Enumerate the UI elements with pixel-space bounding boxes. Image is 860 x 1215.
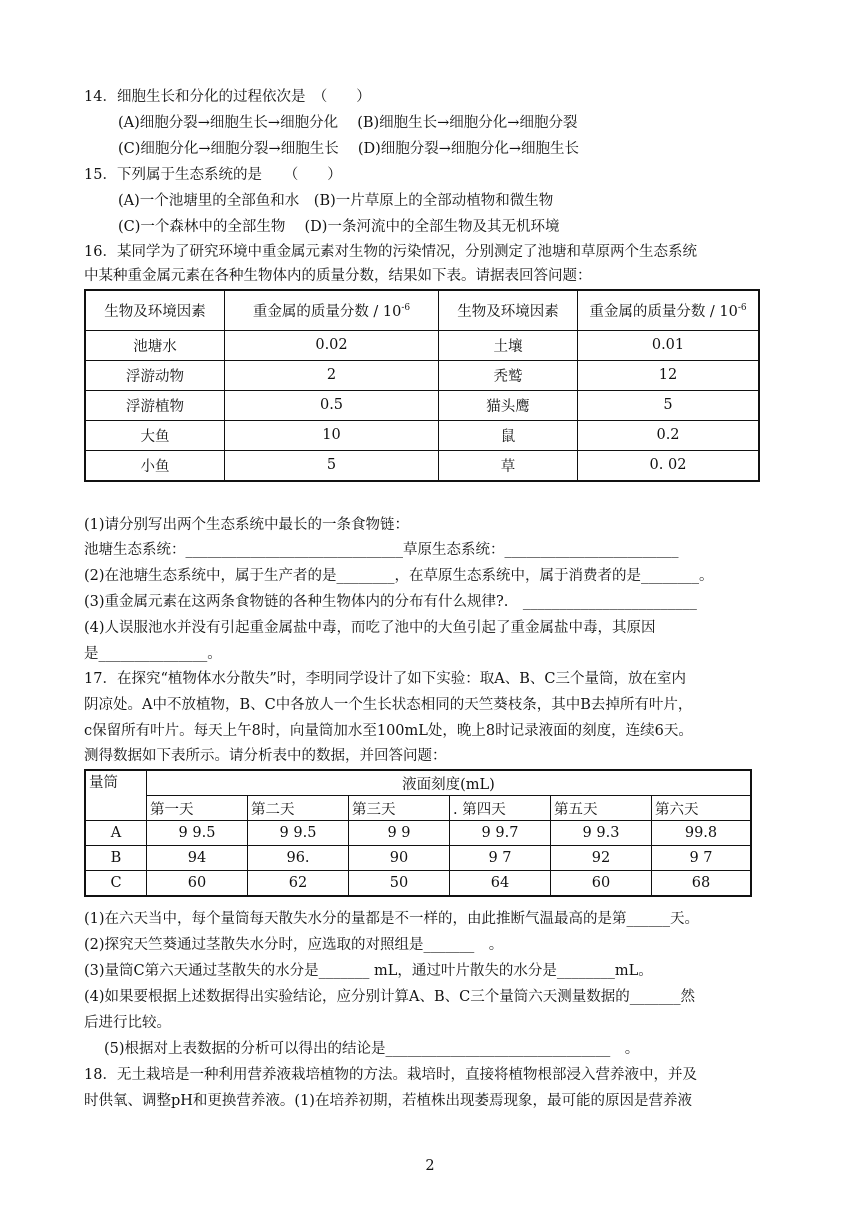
q14-options-cd: (C)细胞分化→细胞分裂→细胞生长 (D)细胞分裂→细胞分化→细胞生长: [118, 141, 580, 157]
table-cell: 猫头鹰: [439, 390, 578, 420]
table-cell: 0.01: [578, 330, 760, 360]
table-cell: 2: [225, 360, 439, 390]
table-header: 生物及环境因素: [439, 290, 578, 330]
table-header: 重金属的质量分数 / $10^{-6}$: [225, 290, 439, 330]
q17-part-4: (4)如果要根据上述数据得出实验结论，应分别计算A、B、C三个量筒六天测量数据的_______然: [84, 989, 696, 1005]
table-cell: 96.: [248, 846, 349, 871]
table-cell: 0.2: [578, 420, 760, 450]
q18-line-1: 18．无土栽培是一种利用营养液栽培植物的方法。栽培时，直接将植物根部浸入营养液中，并及: [84, 1067, 697, 1083]
table-header: . 第四天: [450, 796, 551, 821]
q16-intro-2: 中某种重金属元素在各种生物体内的质量分数，结果如下表。请据表回答问题：: [84, 268, 592, 284]
table-row: [85, 390, 759, 420]
q15-stem: 15．下列属于生态系统的是 （ ）: [84, 167, 342, 183]
table-cell: 浮游植物: [85, 390, 225, 420]
table-header: 第三天: [349, 796, 450, 821]
table-cell: 9 9.7: [450, 821, 551, 846]
table-cell: 0.5: [225, 390, 439, 420]
table-cell: 5: [578, 390, 760, 420]
q17-intro-2: 阴凉处。A中不放植物，B、C中各放人一个生长状态相同的天竺葵枝条，其中B去掉所有叶片，: [84, 697, 693, 713]
q17-part-3: (3)量筒C第六天通过茎散失的水分是_______ mL，通过叶片散失的水分是________mL。: [84, 963, 653, 979]
table-row: [85, 821, 751, 846]
q16-part-4: (4)人误服池水并没有引起重金属盐中毒，而吃了池中的大鱼引起了重金属盐中毒，其原因: [84, 620, 656, 636]
table-group-header: 液面刻度(mL): [147, 770, 752, 796]
q16-part-1: (1)请分别写出两个生态系统中最长的一条食物链：: [84, 517, 410, 533]
table-cell: 土壤: [439, 330, 578, 360]
q14-options-ab: (A)细胞分裂→细胞生长→细胞分化 (B)细胞生长→细胞分化→细胞分裂: [118, 115, 578, 131]
table-header: 第一天: [147, 796, 248, 821]
table-cell: A: [85, 821, 147, 846]
q16-intro-1: 16．某同学为了研究环境中重金属元素对生物的污染情况，分别测定了池塘和草原两个生态系统: [84, 244, 697, 260]
q16-part-2: (2)在池塘生态系统中，属于生产者的是________，在草原生态系统中，属于消费者的是________。: [84, 568, 714, 584]
table-cell: 9 7: [652, 846, 752, 871]
table-cell: B: [85, 846, 147, 871]
q17-intro-1: 17．在探究“植物体水分散失”时，李明同学设计了如下实验：取A、B、C三个量筒，放在室内: [84, 671, 686, 687]
table-cell: 10: [225, 420, 439, 450]
table-cell: 池塘水: [85, 330, 225, 360]
table-cell: 秃鹫: [439, 360, 578, 390]
table-cell: 9 9.5: [248, 821, 349, 846]
q17-part-2: (2)探究天竺葵通过茎散失水分时，应选取的对照组是_______ 。: [84, 937, 504, 953]
table-header: 第二天: [248, 796, 349, 821]
q16-part-1-blanks: 池塘生态系统：______________________________草原生态系统：________________________: [84, 542, 679, 558]
table-cell: 鼠: [439, 420, 578, 450]
table-cell: 9 9: [349, 821, 450, 846]
q15-options-ab: (A)一个池塘里的全部鱼和水 (B)一片草原上的全部动植物和微生物: [118, 193, 554, 209]
table-cell: 草: [439, 450, 578, 481]
table-cell: 68: [652, 871, 752, 897]
table-cell: C: [85, 871, 147, 897]
q14-stem: 14．细胞生长和分化的过程依次是 （ ）: [84, 89, 371, 105]
table-header: 生物及环境因素: [85, 290, 225, 330]
table-cell: 60: [147, 871, 248, 897]
table-cell: 92: [551, 846, 652, 871]
table-row: [85, 420, 759, 450]
table-cell: 94: [147, 846, 248, 871]
table-cell: 12: [578, 360, 760, 390]
q17-part-4-cont: 后进行比较。: [84, 1015, 171, 1031]
table-row: [85, 450, 759, 481]
q17-intro-3: c保留所有叶片。每天上午8时，向量筒加水至100mL处，晚上8时记录液面的刻度，连续6天。: [84, 723, 693, 739]
table-cell: 9 9.3: [551, 821, 652, 846]
table-row: [85, 360, 759, 390]
q17-intro-4: 测得数据如下表所示。请分析表中的数据，并回答问题：: [84, 748, 447, 764]
table-cell: 64: [450, 871, 551, 897]
table-cell: 9 7: [450, 846, 551, 871]
table-cell: 0. 02: [578, 450, 760, 481]
q16-part-4-cont: 是_______________。: [84, 646, 222, 662]
q16-part-3: (3)重金属元素在这两条食物链的各种生物体内的分布有什么规律?. ________________________: [84, 594, 697, 610]
table-row: [85, 330, 759, 360]
table-cell: 浮游动物: [85, 360, 225, 390]
table-cell: 90: [349, 846, 450, 871]
q17-part-5: (5)根据对上表数据的分析可以得出的结论是_______________________________ 。: [104, 1041, 640, 1057]
table-cell: 0.02: [225, 330, 439, 360]
table-cell: 小鱼: [85, 450, 225, 481]
table-row: [85, 846, 751, 871]
table-header: 重金属的质量分数 / $10^{-6}$: [578, 290, 760, 330]
table-corner: 量筒: [85, 770, 147, 821]
table-header: 第五天: [551, 796, 652, 821]
water-level-table: [84, 769, 752, 897]
table-cell: 62: [248, 871, 349, 897]
table-cell: 99.8: [652, 821, 752, 846]
table-cell: 9 9.5: [147, 821, 248, 846]
table-cell: 大鱼: [85, 420, 225, 450]
q17-part-1: (1)在六天当中，每个量筒每天散失水分的量都是不一样的，由此推断气温最高的是第______天。: [84, 911, 700, 927]
table-header: 第六天: [652, 796, 752, 821]
page-number: 2: [425, 1158, 435, 1174]
table-cell: 60: [551, 871, 652, 897]
q15-options-cd: (C)一个森林中的全部生物 (D)一条河流中的全部生物及其无机环境: [118, 219, 560, 235]
table-row: [85, 871, 751, 897]
table-cell: 5: [225, 450, 439, 481]
heavy-metal-table: [84, 289, 760, 482]
table-cell: 50: [349, 871, 450, 897]
q18-line-2: 时供氧、调整pH和更换营养液。(1)在培养初期，若植株出现萎焉现象，最可能的原因是营养液: [84, 1093, 692, 1109]
